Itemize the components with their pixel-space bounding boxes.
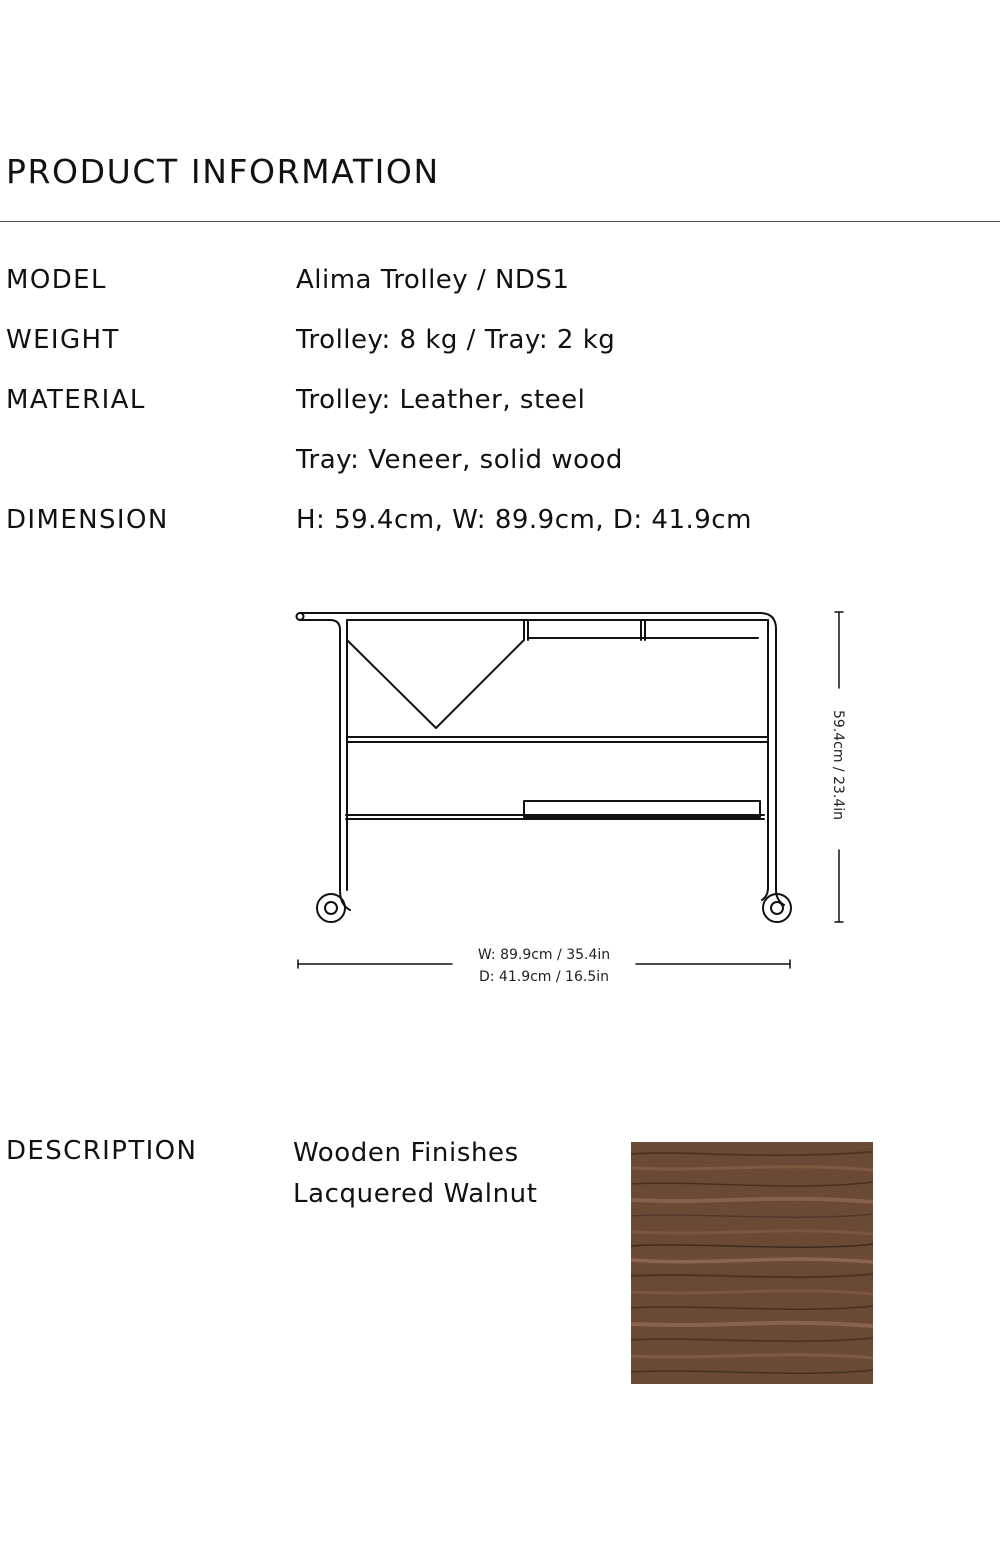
top-rail (300, 613, 776, 640)
dimension-value: H: 59.4cm, W: 89.9cm, D: 41.9cm (296, 505, 752, 535)
height-label: 59.4cm / 23.4in (830, 709, 846, 821)
right-leg (776, 640, 784, 905)
left-leg (340, 630, 350, 910)
divider (0, 221, 1000, 222)
dimension-label: DIMENSION (6, 505, 169, 535)
middle-bar (347, 737, 768, 742)
description-label: DESCRIPTION (6, 1136, 198, 1166)
model-value: Alima Trolley / NDS1 (296, 265, 570, 295)
width-label: W: 89.9cm / 35.4in (477, 947, 611, 963)
depth-label: D: 41.9cm / 16.5in (478, 969, 610, 985)
weight-label: WEIGHT (6, 325, 120, 355)
left-wheel (317, 894, 345, 922)
model-label: MODEL (6, 265, 107, 295)
walnut-finish-swatch (631, 1142, 873, 1384)
material-value-tray: Tray: Veneer, solid wood (296, 445, 623, 475)
leather-sling (347, 640, 524, 728)
material-label: MATERIAL (6, 385, 146, 415)
trolley-dimension-diagram (0, 560, 1000, 1020)
finish-category: Wooden Finishes (293, 1138, 519, 1168)
material-value-trolley: Trolley: Leather, steel (296, 385, 586, 415)
finish-name: Lacquered Walnut (293, 1179, 538, 1209)
weight-value: Trolley: 8 kg / Tray: 2 kg (296, 325, 616, 355)
page-title: PRODUCT INFORMATION (6, 152, 440, 191)
